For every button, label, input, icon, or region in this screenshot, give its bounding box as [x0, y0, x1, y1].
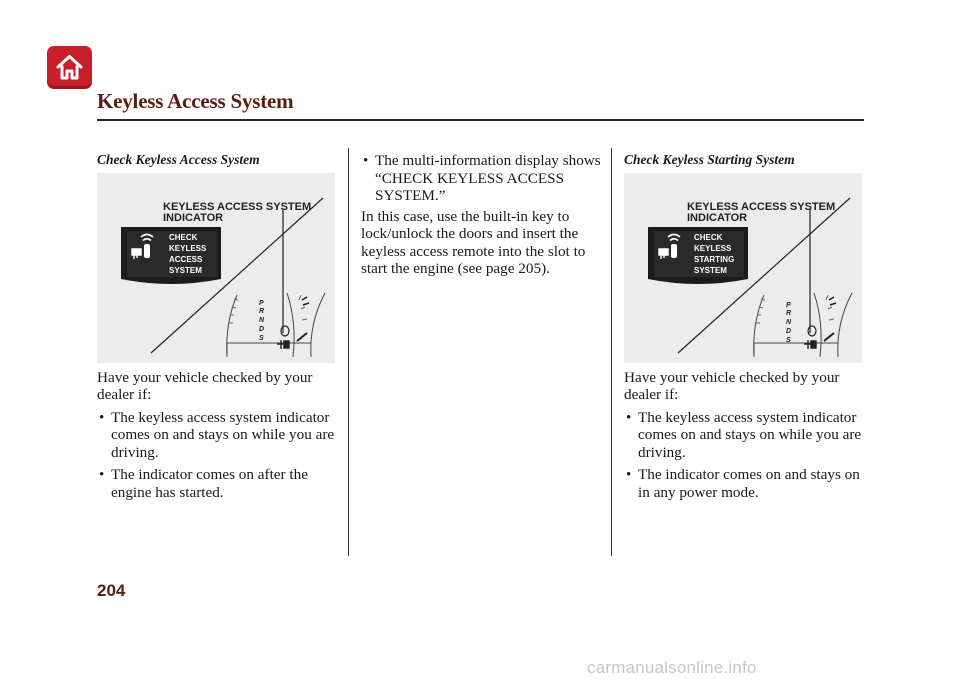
title-divider	[97, 119, 864, 121]
right-bullet: • The indicator comes on and stays on in any power mode.	[624, 466, 864, 501]
left-heading: Check Keyless Access System	[97, 152, 260, 167]
display-line: KEYLESS	[169, 243, 207, 253]
gear-letter: N	[259, 317, 265, 325]
indicator-callout: KEYLESS ACCESS SYSTEM INDICATOR	[163, 200, 312, 224]
right-column	[624, 151, 864, 501]
right-intro: Have your vehicle checked by your dealer if:	[624, 368, 840, 403]
middle-paragraph: In this case, use the built-in key to lock/unlock the doors and insert the keyless access remote into the slot to start the engine (see page 205).	[361, 207, 586, 277]
left-column	[97, 151, 337, 501]
gear-letter: R	[259, 308, 265, 316]
display-line: STARTING	[694, 254, 735, 264]
home-button[interactable]	[47, 46, 92, 89]
display-line: CHECK	[694, 232, 723, 242]
gear-letter: P	[259, 299, 264, 307]
left-bullet: • The keyless access system indicator comes on and stays on while you are driving.	[97, 409, 337, 462]
section-title: Keyless Access System	[97, 89, 294, 113]
gear-letter: D	[259, 325, 265, 333]
keyless-access-figure	[97, 173, 335, 363]
column-divider	[611, 148, 612, 556]
column-divider	[348, 148, 349, 556]
gear-letter: P	[786, 301, 791, 309]
keyless-starting-figure	[624, 173, 862, 363]
gear-letter: S	[786, 336, 791, 344]
display-line: CHECK	[169, 232, 198, 242]
display-line: SYSTEM	[694, 265, 727, 275]
indicator-callout: KEYLESS ACCESS SYSTEM INDICATOR	[687, 200, 836, 224]
gear-letter: N	[786, 319, 792, 327]
display-line: ACCESS	[169, 254, 203, 264]
page-number: 204	[97, 581, 126, 600]
display-message	[694, 232, 734, 276]
gear-position-labels	[786, 302, 791, 346]
middle-bullet: • The multi-information display shows “CHECK KEYLESS ACCESS SYSTEM.”	[361, 152, 603, 205]
home-icon	[55, 53, 84, 82]
gear-letter: R	[786, 310, 792, 318]
left-bullet: • The indicator comes on after the engine has started.	[97, 466, 337, 501]
gear-letter: S	[259, 334, 264, 342]
right-bullet: • The keyless access system indicator comes on and stays on while you are driving.	[624, 409, 864, 462]
gear-letter: D	[786, 327, 792, 335]
right-heading: Check Keyless Starting System	[624, 152, 795, 167]
watermark: carmanualsonline.info	[587, 658, 757, 677]
display-line: SYSTEM	[169, 265, 202, 275]
middle-column	[361, 152, 603, 278]
left-intro: Have your vehicle checked by your dealer if:	[97, 368, 313, 403]
display-line: KEYLESS	[694, 243, 732, 253]
gear-position-labels	[259, 300, 264, 344]
display-message	[169, 232, 206, 276]
